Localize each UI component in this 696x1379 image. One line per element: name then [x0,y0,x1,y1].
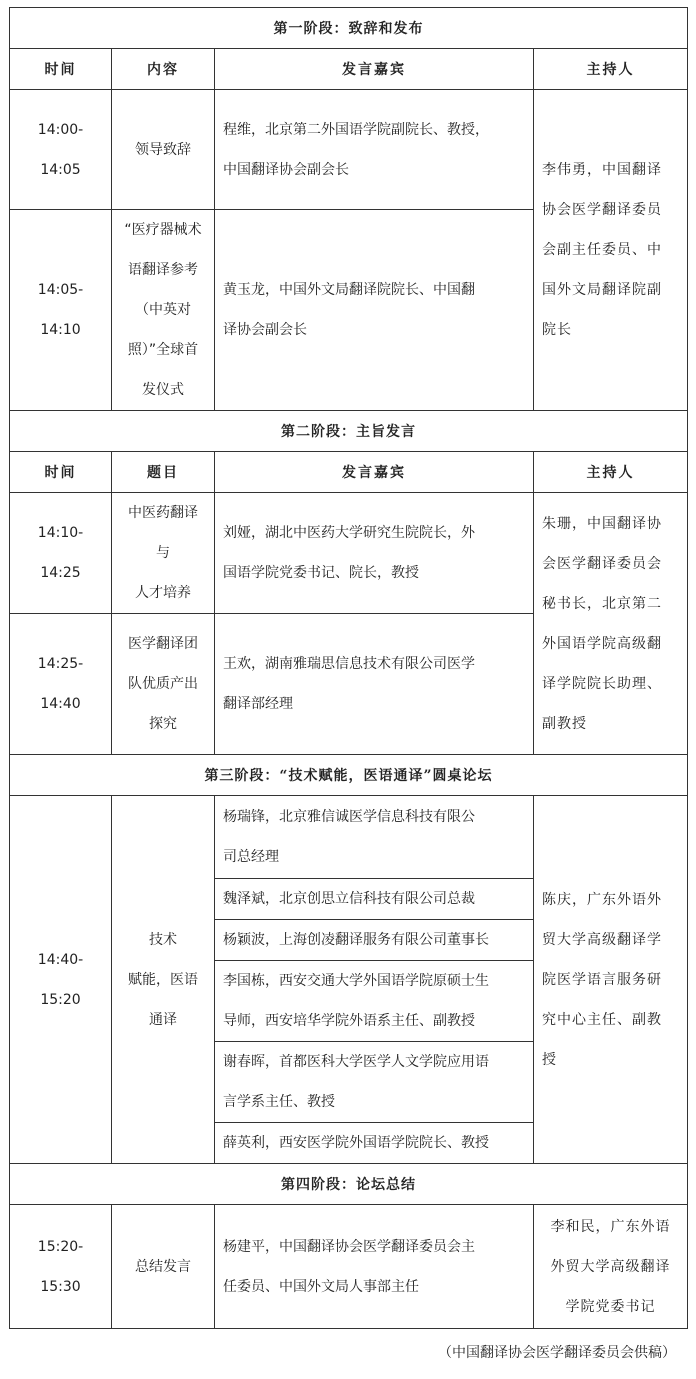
time-end: 14:25 [40,565,81,581]
table-row [10,493,688,614]
header-speaker: 发言嘉宾 [215,49,534,90]
host-line: 译学院院长助理、 [542,675,662,692]
topic-line: 发仪式 [142,382,184,398]
speaker-line: 杨建平，中国翻译协会医学翻译委员会主 [223,1238,475,1255]
header-content: 内容 [112,49,215,90]
speaker-line: 杨颖波，上海创凌翻译服务有限公司董事长 [223,932,489,948]
topic-line: 赋能，医语 [128,971,198,988]
speaker-line: 译协会副会长 [223,322,307,338]
topic-line: 总结发言 [135,1258,191,1275]
topic-line: 探究 [149,716,177,732]
speaker-line: 魏泽斌，北京创思立信科技有限公司总裁 [223,891,475,907]
speaker-cell [215,796,534,879]
footer-note: （中国翻译协会医学翻译委员会供稿） [438,1345,676,1361]
time-cell [10,493,112,614]
host-line: 授 [542,1051,557,1068]
time-start: 14:00- [37,121,84,138]
speaker-line: 黄玉龙，中国外文局翻译院院长、中国翻 [223,282,475,298]
speaker-line: 刘娅，湖北中医药大学研究生院院长，外 [223,525,475,541]
schedule-table-wrapper [9,7,688,1329]
time-start: 14:25- [37,656,84,672]
time-cell [10,1205,112,1329]
header-host: 主持人 [534,452,688,493]
speaker-cell [215,493,534,614]
topic-line: 通译 [149,1011,177,1028]
host-line: 陈庆，广东外语外 [542,891,662,908]
stage-row [10,755,688,796]
topic-line: 人才培养 [135,585,191,601]
speaker-line: 李国栋，西安交通大学外国语学院原硕士生 [223,973,489,989]
host-line: 外国语学院高级翻 [542,635,662,652]
stage-title: 第三阶段：“技术赋能，医语通译”圆桌论坛 [10,755,688,796]
topic-line: 领导致辞 [135,141,191,158]
host-cell [534,493,688,755]
topic-line: 中医药翻译 [128,505,198,521]
speaker-cell [215,1042,534,1123]
topic-line: 技术 [149,931,177,948]
speaker-line: 王欢，湖南雅瑞思信息技术有限公司医学 [223,656,475,672]
header-topic: 题目 [112,452,215,493]
speaker-line: 国语学院党委书记、院长，教授 [223,565,419,581]
time-cell [10,614,112,755]
stage-title: 第二阶段：主旨发言 [10,411,688,452]
host-cell [534,796,688,1164]
stage-title: 第一阶段：致辞和发布 [10,8,688,49]
time-end: 14:10 [40,322,81,338]
header-row [10,49,688,90]
topic-line: （中英对 [135,302,191,318]
speaker-line: 薛英利，西安医学院外国语学院院长、教授 [223,1135,489,1151]
time-cell [10,90,112,210]
time-end: 15:20 [40,991,81,1008]
speaker-cell [215,920,534,961]
topic-cell [112,1205,215,1329]
host-cell [534,90,688,411]
speaker-line: 言学系主任、教授 [223,1094,335,1110]
speaker-cell [215,90,534,210]
host-cell [534,1205,688,1329]
speaker-cell [215,614,534,755]
speaker-line: 翻译部经理 [223,696,293,712]
header-speaker: 发言嘉宾 [215,452,534,493]
topic-cell [112,493,215,614]
speaker-cell [215,961,534,1042]
speaker-line: 程维，北京第二外国语学院副院长、教授， [223,121,489,138]
header-time: 时间 [10,452,112,493]
time-start: 14:05- [37,282,84,298]
speaker-line: 中国翻译协会副会长 [223,161,349,178]
topic-line: 照）”全球首 [127,342,199,358]
time-cell [10,210,112,411]
time-cell [10,796,112,1164]
host-line: 贸大学高级翻译学 [542,931,662,948]
host-line: 李伟勇，中国翻译 [542,162,662,178]
time-end: 14:40 [40,696,81,712]
host-line: 学院党委书记 [565,1298,656,1315]
speaker-cell [215,210,534,411]
stage-row [10,8,688,49]
time-start: 15:20- [37,1238,84,1255]
time-start: 14:10- [37,525,84,541]
host-line: 外贸大学高级翻译 [550,1258,671,1275]
host-line: 朱珊，中国翻译协 [542,515,662,532]
speaker-cell [215,879,534,920]
time-start: 14:40- [37,951,84,968]
speaker-cell [215,1205,534,1329]
topic-line: 语翻译参考 [128,262,198,278]
topic-line: 与 [156,545,170,561]
stage-row [10,411,688,452]
time-end: 15:30 [40,1278,81,1295]
host-line: 李和民，广东外语 [550,1218,671,1235]
topic-cell [112,90,215,210]
speaker-line: 司总经理 [223,849,279,865]
speaker-line: 杨瑞锋，北京雅信诚医学信息科技有限公 [223,809,475,825]
host-line: 院长 [542,322,572,338]
host-line: 会医学翻译委员会 [542,555,662,572]
speaker-cell [215,1123,534,1164]
host-line: 副教授 [542,715,587,732]
table-row [10,796,688,879]
time-end: 14:05 [40,161,81,178]
schedule-table [9,7,688,1329]
topic-cell [112,210,215,411]
speaker-line: 谢春晖，首都医科大学医学人文学院应用语 [223,1054,489,1070]
host-line: 究中心主任、副教 [542,1011,662,1028]
header-host: 主持人 [534,49,688,90]
topic-cell [112,796,215,1164]
topic-line: 医学翻译团 [128,636,198,652]
topic-line: 队优质产出 [128,676,198,692]
speaker-line: 任委员、中国外文局人事部主任 [223,1278,419,1295]
table-row [10,1205,688,1329]
topic-line: “医疗器械术 [124,222,202,238]
host-line: 院医学语言服务研 [542,971,662,988]
stage-title: 第四阶段：论坛总结 [10,1164,688,1205]
speaker-line: 导师，西安培华学院外语系主任、副教授 [223,1013,475,1029]
host-line: 协会医学翻译委员 [542,202,662,218]
header-time: 时间 [10,49,112,90]
header-row [10,452,688,493]
stage-row [10,1164,688,1205]
topic-cell [112,614,215,755]
host-line: 秘书长，北京第二 [542,595,662,612]
table-row [10,90,688,210]
host-line: 国外文局翻译院副 [542,282,662,298]
host-line: 会副主任委员、中 [542,242,662,258]
